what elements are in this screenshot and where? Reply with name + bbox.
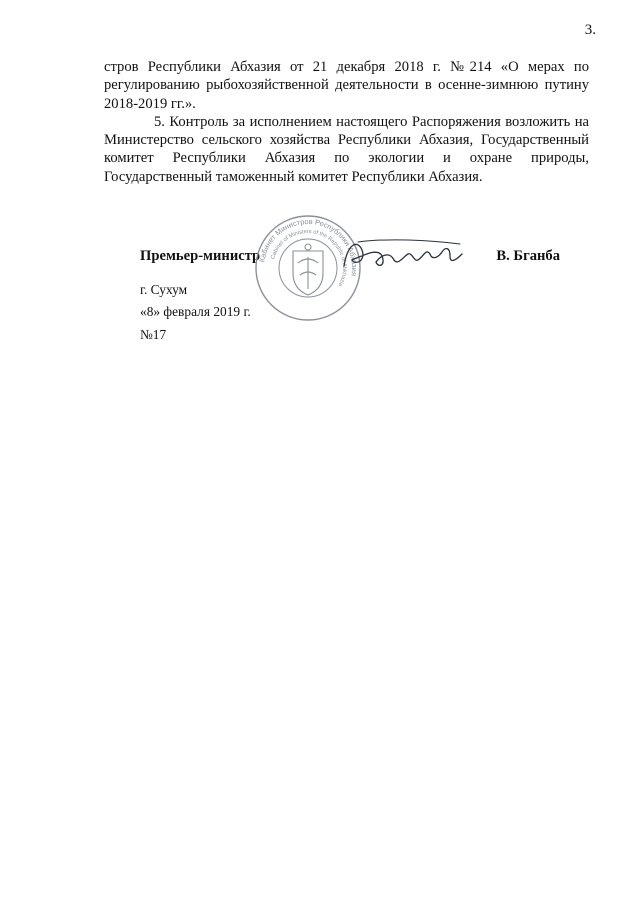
signer-title: Премьер-министр [140,248,261,264]
signer-name: В. Бганба [496,248,560,264]
seal-outer-text: Кабинет Министров Республики Абхазия [257,216,360,277]
seal-inner-text: Cabinet of Ministers of the Republic of Abkhazia [270,228,348,288]
document-body [104,58,589,186]
coat-of-arms-icon [293,244,323,295]
paragraph-5: 5. Контроль за исполнением настоящего Распоряжения возложить на Министерство сельского хозяйства Республики Абхазия, Государственный комитет Республики Абхазия по экологии и охране природы, Государственный таможенный комитет Республики Абхазия. [104,113,589,185]
paragraph-continued: стров Республики Абхазия от 21 декабря 2018 г. №214 «О мерах по регулированию рыбохозяйственной деятельности в осенне-зимнюю путину 2018-2019 гг.». [104,59,589,112]
handwritten-signature [338,236,468,272]
document-city: г. Сухум [140,282,188,297]
document-date: «8» февраля 2019 г. [140,304,251,319]
document-number: №17 [140,327,167,342]
page-number: 3. [584,22,596,38]
